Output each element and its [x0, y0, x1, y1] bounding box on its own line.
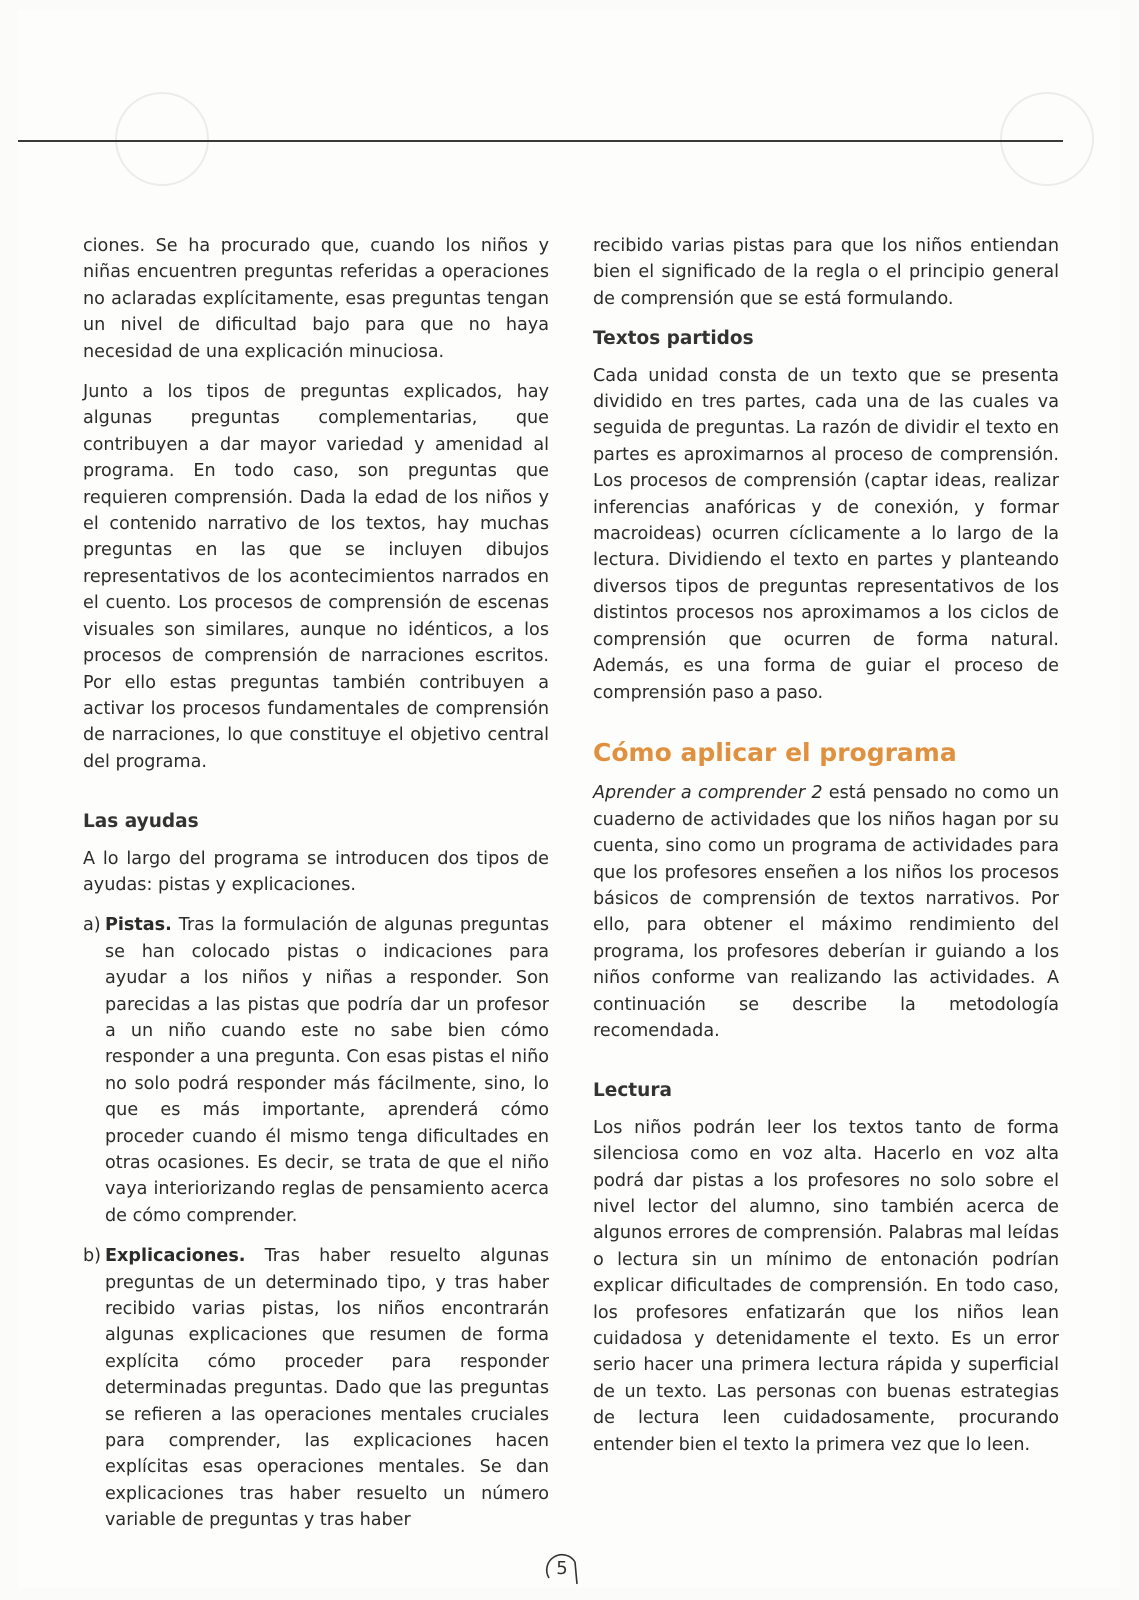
list-item-pistas: [83, 912, 549, 1229]
paragraph: Los niños podrán leer los textos tanto de forma silenciosa como en voz alta. Hacerlo en voz alta podrá dar pistas a los profesores no solo sobre el nivel lector del alumno, sino también acerca de algunos errores de comprensión. Palabras mal leídas o lectura sin un mínimo de entonación podrían explicar dificultades de comprensión. En todo caso, los profesores enfatizarán que los niños lean cuidadosa y detenidamente el texto. Es un error serio hacer una primera lectura rápida y superficial de un texto. Las personas con buenas estrategias de lectura leen cuidadosamente, procurando entender bien el texto la primera vez que lo leen.: [593, 1117, 1059, 1455]
section-heading-lectura: Lectura: [593, 1080, 672, 1102]
bleed-through-circle-left: [115, 92, 209, 186]
section-heading-textos-partidos: Textos partidos: [593, 328, 754, 350]
list-item-body: [105, 912, 549, 1229]
paragraph-text: está pensado no como un cuaderno de actividades que los niños hagan por su cuenta, sino como un programa de actividades para que los profesores enseñen a los niños los procesos básicos de comprensión de textos narrativos. Por ello, para obtener el máximo rendimiento del programa, los profesores deberían ir guiando a los niños conforme van realizando las actividades. A continuación se describe la metodología recomendada.: [593, 783, 1059, 1041]
section-heading-como-aplicar: Cómo aplicar el programa: [593, 737, 957, 767]
list-item-text: Tras la formulación de algunas preguntas se han colocado pistas o indicaciones para ayudar a los niños y niñas a responder. Son parecidas a las pistas que podría dar un profesor a un niño cuando este no sabe bien cómo responder a una pregunta. Con esas pistas el niño no solo podrá responder más fácilmente, sino, lo que es más importante, aprenderá cómo proceder cuando él mismo tenga dificultades en otras ocasiones. Es decir, se trata de que el niño vaya interiorizando reglas de pensamiento acerca de cómo comprender.: [105, 915, 549, 1226]
header-rule: [18, 140, 1063, 142]
list-item-body: [105, 1243, 549, 1533]
list-marker: a): [83, 915, 101, 936]
list-item-title: Explicaciones.: [105, 1246, 246, 1267]
paragraph: ciones. Se ha procurado que, cuando los niños y niñas encuentren preguntas referidas a operaciones no aclaradas explícitamente, esas preguntas tengan un nivel de dificultad bajo para que no haya necesidad de una explicación minuciosa.: [83, 236, 549, 362]
right-column: [593, 233, 1059, 1472]
paragraph: A lo largo del programa se introducen dos tipos de ayudas: pistas y explicaciones.: [83, 848, 549, 895]
list-item-text: Tras haber resuelto algunas preguntas de un determinado tipo, y tras haber recibido varias pistas, los niños encontrarán algunas explicaciones que resumen de forma explícita cómo proceder para responder determinadas preguntas. Dado que las preguntas se refieren a las operaciones mentales cruciales para comprender, las explicaciones hacen explícitas esas operaciones mentales. Se dan explicaciones tras haber resuelto un número variable de preguntas y tras haber: [105, 1246, 549, 1531]
page-number-text: 5: [556, 1558, 568, 1579]
paragraph: Junto a los tipos de preguntas explicados, hay algunas preguntas complementarias, que contribuyen a dar mayor variedad y amenidad al programa. En todo caso, son preguntas que requieren comprensión. Dada la edad de los niños y el contenido narrativo de los textos, hay muchas preguntas en las que se incluyen dibujos representativos de los acontecimientos narrados en el cuento. Los procesos de comprensión de escenas visuales son similares, aunque no idénticos, a los procesos de comprensión de narraciones escritos. Por ello estas preguntas también contribuyen a activar los procesos fundamentales de comprensión de narraciones, lo que constituye el objetivo central del programa.: [83, 382, 549, 772]
list-marker: b): [83, 1246, 102, 1267]
paragraph: recibido varias pistas para que los niños entiendan bien el significado de la regla o el principio general de comprensión que se está formulando.: [593, 236, 1059, 309]
page-number: [537, 1548, 587, 1588]
list-item-title: Pistas.: [105, 915, 172, 936]
bleed-through-circle-right: [1000, 92, 1094, 186]
paragraph: [593, 780, 1059, 1044]
paragraph: Cada unidad consta de un texto que se presenta dividido en tres partes, cada una de las cuales va seguida de preguntas. La razón de dividir el texto en partes es aproximarnos al proceso de comprensión. Los procesos de comprensión (captar ideas, realizar inferencias anafóricas y de conexión, y formar macroideas) ocurren cíclicamente a lo largo de la lectura. Dividiendo el texto en partes y planteando diversos tipos de preguntas representativos de los distintos procesos nos aproximamos a los ciclos de comprensión que ocurren de forma natural. Además, es una forma de guiar el proceso de comprensión paso a paso.: [593, 365, 1059, 703]
left-column: [83, 233, 549, 1548]
book-title: Aprender a comprender 2: [593, 783, 823, 804]
section-heading-ayudas: Las ayudas: [83, 811, 199, 833]
list-item-explicaciones: [83, 1243, 549, 1533]
